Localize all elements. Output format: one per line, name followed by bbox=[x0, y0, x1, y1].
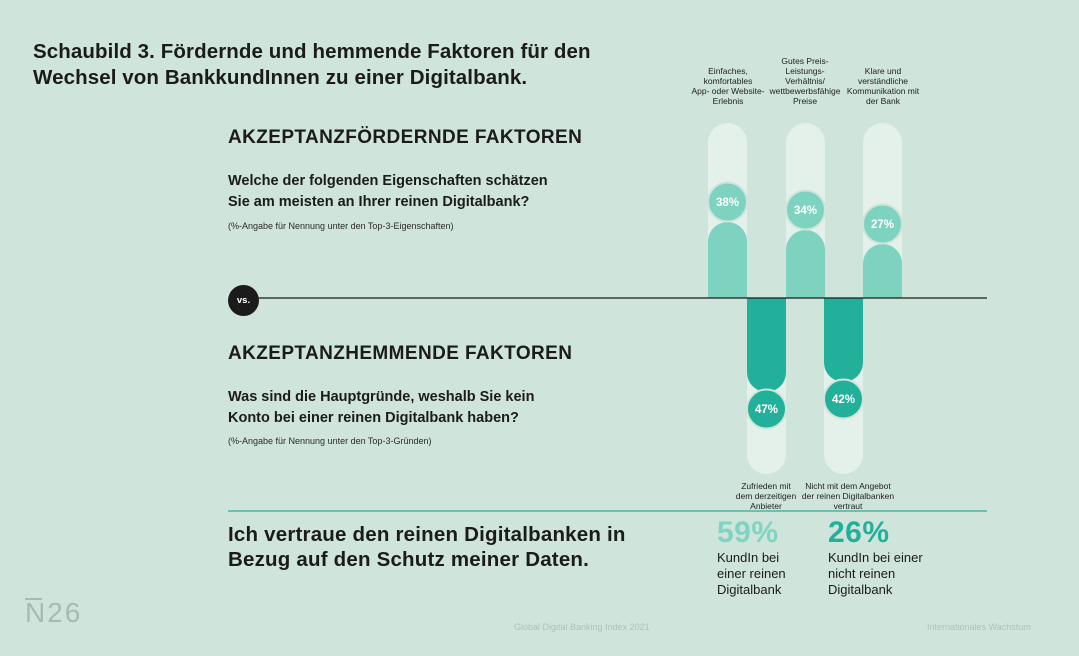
stat-value: 59% bbox=[717, 516, 779, 549]
bar-negative bbox=[747, 298, 786, 392]
trust-statement: Ich vertraue den reinen Digitalbanken in Bezug auf den Schutz meiner Daten. bbox=[228, 523, 626, 571]
negative-question: Was sind die Hauptgründe, weshalb Sie kein Konto bei einer reinen Digitalbank haben? bbox=[228, 389, 535, 426]
bar-label-positive-3: Klare und verständliche Kommunikation mit der Bank bbox=[846, 66, 920, 106]
bar-positive bbox=[786, 230, 825, 298]
stat-value: 26% bbox=[828, 516, 890, 549]
bar-value-label: 47% bbox=[754, 404, 779, 416]
stat-nondigital-customers bbox=[828, 516, 928, 598]
n26-logo: N26 bbox=[25, 597, 83, 628]
positive-heading: AKZEPTANZFÖRDERNDE FAKTOREN bbox=[228, 127, 583, 148]
bar-positive bbox=[863, 244, 902, 298]
chart-title: Schaubild 3. Fördernde und hemmende Faktoren für den Wechsel von BankkundInnen zu einer Digitalbank. bbox=[33, 40, 591, 89]
bar-negative bbox=[824, 298, 863, 382]
negative-note: (%-Angabe für Nennung unter den Top-3-Gründen) bbox=[228, 436, 432, 446]
positive-question: Welche der folgenden Eigenschaften schätzen Sie am meisten an Ihrer reinen Digitalbank? bbox=[228, 173, 548, 210]
stat-desc: KundIn bei einer nicht reinen Digitalbank bbox=[828, 550, 923, 597]
bar-label-positive-1: Einfaches, komfortables App- oder Website- Erlebnis bbox=[691, 66, 765, 106]
bar-value-label: 38% bbox=[715, 197, 740, 209]
bar-value-label: 27% bbox=[870, 219, 895, 231]
stat-desc: KundIn bei einer reinen Digitalbank bbox=[717, 550, 786, 597]
positive-note: (%-Angabe für Nennung unter den Top-3-Eigenschaften) bbox=[228, 221, 454, 231]
footer-section: Internationales Wachstum bbox=[927, 622, 1031, 632]
bar-value-label: 42% bbox=[831, 394, 856, 406]
vs-badge: vs. bbox=[228, 285, 259, 316]
negative-heading: AKZEPTANZHEMMENDE FAKTOREN bbox=[228, 343, 573, 364]
bar-value-label: 34% bbox=[793, 205, 818, 217]
bar-label-positive-2: Gutes Preis- Leistungs- Verhältnis/ wettbewerbsfähige Preise bbox=[769, 56, 841, 106]
bar-positive bbox=[708, 222, 747, 298]
stat-digital-customers bbox=[717, 516, 807, 598]
footer-source: Global Digital Banking Index 2021 bbox=[514, 622, 650, 632]
bar-label-negative-1: Zufrieden mit dem derzeitigen Anbieter bbox=[735, 481, 797, 511]
bar-label-negative-2: Nicht mit dem Angebot der reinen Digitalbanken vertraut bbox=[801, 481, 895, 511]
